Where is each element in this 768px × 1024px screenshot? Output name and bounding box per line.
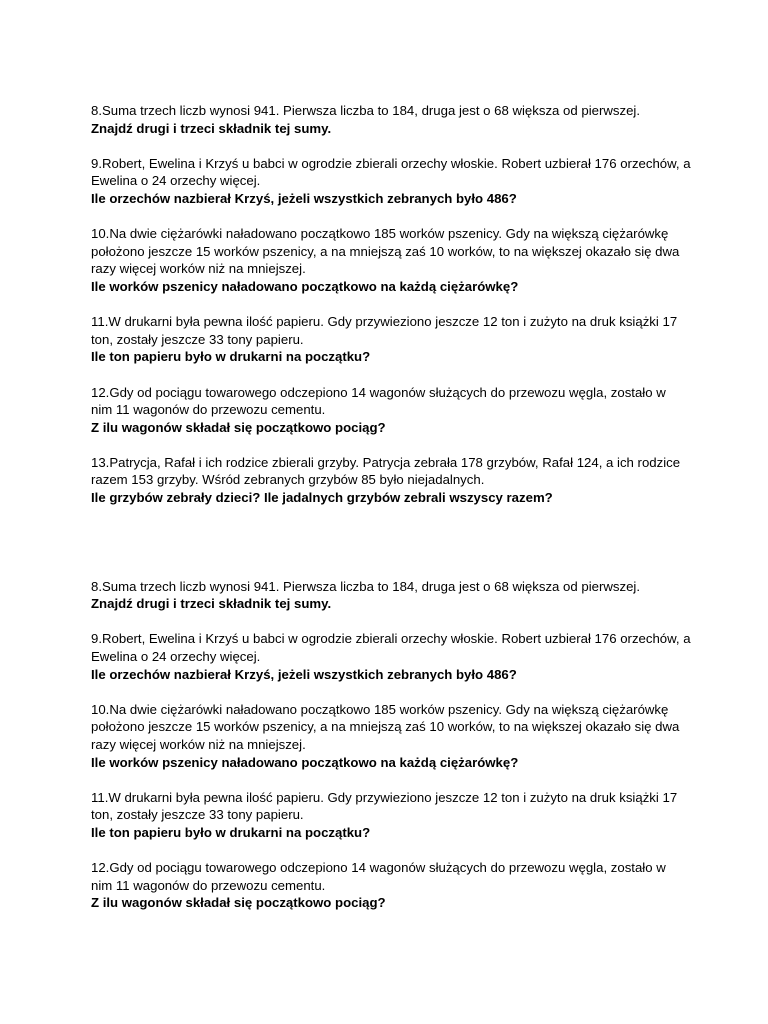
problem-line: 11.W drukarni była pewna ilość papieru. Gdy przywieziono jeszcze 12 ton i zużyto na druk książki 17 (91, 314, 678, 330)
problem-question: Znajdź drugi i trzeci składnik tej sumy. (91, 120, 332, 136)
problem-8 (91, 102, 691, 137)
problem-text (91, 225, 691, 278)
problem-text (91, 578, 691, 596)
problem-line: 11.W drukarni była pewna ilość papieru. Gdy przywieziono jeszcze 12 ton i zużyto na druk książki 17 (91, 789, 678, 805)
problem-9 (91, 630, 691, 683)
problem-text (91, 102, 691, 120)
problem-8 (91, 578, 691, 613)
problem-line: razem 153 grzyby. Wśród zebranych grzybów 85 było niejadalnych. (91, 472, 485, 488)
problem-12 (91, 859, 691, 912)
problem-question: Ile worków pszenicy naładowano początkowo na każdą ciężarówkę? (91, 754, 519, 770)
problem-line: 9.Robert, Ewelina i Krzyś u babci w ogrodzie zbierali orzechy włoskie. Robert uzbierał 176 orzechów, a (91, 155, 691, 171)
problem-question: Ile orzechów nazbierał Krzyś, jeżeli wszystkich zebranych było 486? (91, 190, 517, 206)
problem-set-2 (91, 578, 691, 912)
problem-line: razy więcej worków niż na mniejszej. (91, 737, 306, 752)
problem-11 (91, 789, 691, 842)
problem-line: Ewelina o 24 orzechy więcej. (91, 173, 261, 189)
problem-10 (91, 225, 691, 295)
problem-line: 12.Gdy od pociągu towarowego odczepiono 14 wagonów służących do przewozu węgla, zostało w (91, 384, 666, 400)
problem-question: Ile ton papieru było w drukarni na początku? (91, 349, 371, 365)
problem-10 (91, 701, 691, 771)
problem-question: Z ilu wagonów składał się początkowo pociąg? (91, 419, 386, 435)
problem-11 (91, 313, 691, 366)
problem-question: Ile worków pszenicy naładowano początkowo na każdą ciężarówkę? (91, 278, 519, 294)
problem-question: Ile grzybów zebrały dzieci? Ile jadalnych grzybów zebrali wszyscy razem? (91, 490, 553, 506)
problem-text (91, 859, 691, 894)
problem-text (91, 155, 691, 190)
problem-line: razy więcej worków niż na mniejszej. (91, 261, 306, 277)
problem-text (91, 701, 691, 754)
problem-set-1 (91, 102, 691, 507)
problem-line: nim 11 wagonów do przewozu cementu. (91, 402, 326, 418)
problem-line: ton, zostały jeszcze 33 tony papieru. (91, 331, 304, 347)
problem-line: 8.Suma trzech liczb wynosi 941. Pierwsza liczba to 184, druga jest o 68 większa od pierwszej. (91, 103, 641, 118)
problem-text (91, 454, 691, 489)
problem-line: 12.Gdy od pociągu towarowego odczepiono 14 wagonów służących do przewozu węgla, zostało w (91, 860, 666, 876)
problem-12 (91, 384, 691, 437)
document-page (91, 102, 691, 912)
problem-question: Z ilu wagonów składał się początkowo pociąg? (91, 895, 386, 911)
problem-line: 9.Robert, Ewelina i Krzyś u babci w ogrodzie zbierali orzechy włoskie. Robert uzbierał 176 orzechów, a (91, 631, 691, 647)
problem-text (91, 789, 691, 824)
problem-9 (91, 155, 691, 208)
problem-line: położono jeszcze 15 worków pszenicy, a na mniejszą zaś 10 worków, to na większej okazało się dwa (91, 243, 680, 259)
problem-line: 10.Na dwie ciężarówki naładowano początkowo 185 worków pszenicy. Gdy na większą ciężarówkę (91, 226, 669, 242)
problem-line: Ewelina o 24 orzechy więcej. (91, 649, 261, 665)
problem-text (91, 384, 691, 419)
problem-question: Ile ton papieru było w drukarni na początku? (91, 824, 371, 840)
problem-line: 13.Patrycja, Rafał i ich rodzice zbierali grzyby. Patrycja zebrała 178 grzybów, Rafał 124, a ich rodzice (91, 454, 681, 470)
problem-line: 10.Na dwie ciężarówki naładowano początkowo 185 worków pszenicy. Gdy na większą ciężarówkę (91, 701, 669, 717)
problem-line: 8.Suma trzech liczb wynosi 941. Pierwsza liczba to 184, druga jest o 68 większa od pierwszej. (91, 578, 641, 594)
problem-line: ton, zostały jeszcze 33 tony papieru. (91, 807, 304, 823)
problem-line: położono jeszcze 15 worków pszenicy, a na mniejszą zaś 10 worków, to na większej okazało się dwa (91, 719, 680, 735)
problem-13 (91, 454, 691, 507)
problem-line: nim 11 wagonów do przewozu cementu. (91, 877, 326, 893)
problem-text (91, 630, 691, 665)
problem-question: Znajdź drugi i trzeci składnik tej sumy. (91, 596, 332, 612)
problem-question: Ile orzechów nazbierał Krzyś, jeżeli wszystkich zebranych było 486? (91, 666, 517, 682)
problem-text (91, 313, 691, 348)
